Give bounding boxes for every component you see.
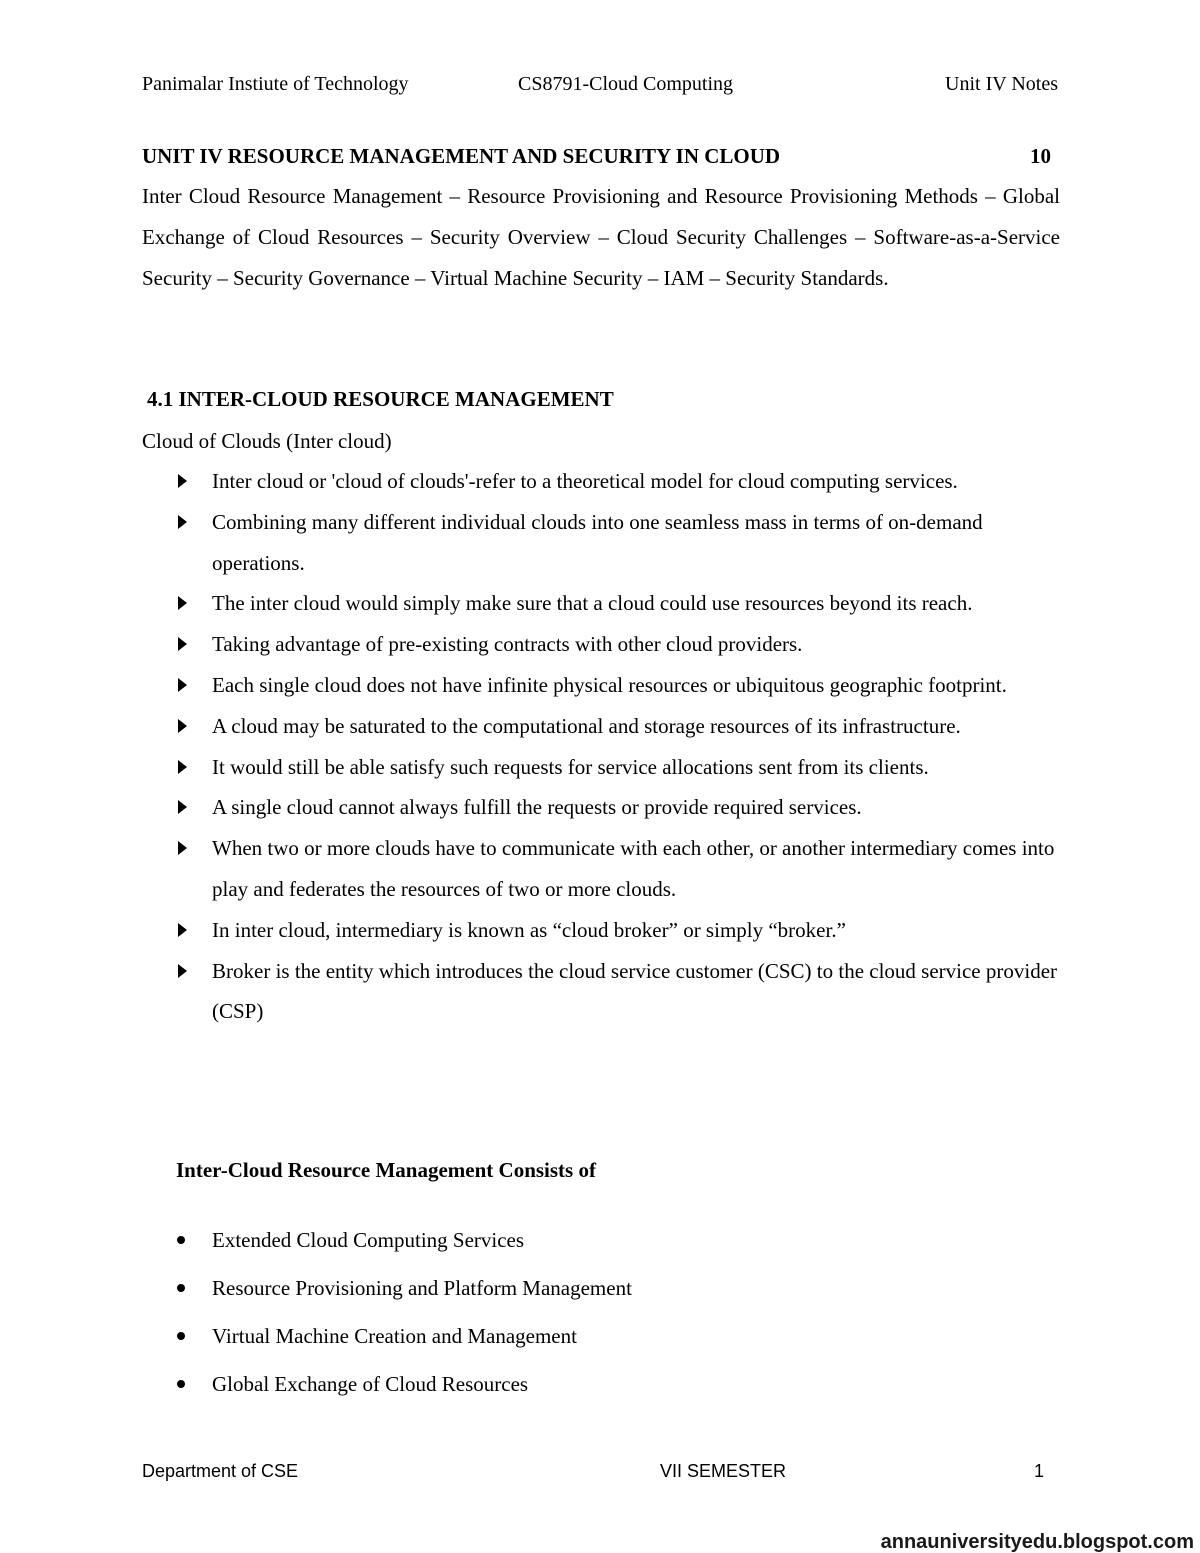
consists-heading: Inter-Cloud Resource Management Consists of <box>176 1158 596 1182</box>
list-item <box>142 461 1072 502</box>
triangle-bullet-icon <box>178 719 187 733</box>
list-item <box>142 787 1072 828</box>
dot-bullet-icon <box>177 1332 185 1340</box>
list-item-text: Combining many different individual clouds into one seamless mass in terms of on-demand operations. <box>212 509 983 575</box>
unit-syllabus: Inter Cloud Resource Management – Resource Provisioning and Resource Provisioning Methods – Global Exchange of Cloud Resources – Security Overview – Cloud Security Challenges – Software-as-a-Service Security – Security Governance – Virtual Machine Security – IAM – Security Standards. <box>142 184 1060 290</box>
list-item <box>142 1268 632 1316</box>
list-item-text: Resource Provisioning and Platform Management <box>212 1276 632 1300</box>
list-item <box>142 665 1072 706</box>
dot-bullet-icon <box>177 1284 185 1292</box>
section-heading: 4.1 INTER-CLOUD RESOURCE MANAGEMENT <box>147 387 614 411</box>
list-item-text: A single cloud cannot always fulfill the requests or provide required services. <box>212 795 862 820</box>
triangle-bullet-icon <box>178 515 187 529</box>
list-item <box>142 624 1072 665</box>
triangle-bullet-icon <box>178 637 187 651</box>
header-notes: Unit IV Notes <box>945 73 1058 95</box>
list-item-text: Broker is the entity which introduces the cloud service customer (CSC) to the cloud service provider (CSP) <box>212 958 1058 1024</box>
footer-semester: VII SEMESTER <box>660 1461 787 1481</box>
dot-bullet-list <box>142 1220 632 1412</box>
footer-page-number: 1 <box>1034 1461 1045 1481</box>
list-item-text: In inter cloud, intermediary is known as “cloud broker” or simply “broker.” <box>212 917 846 942</box>
arrow-bullet-list <box>142 461 1072 1032</box>
triangle-bullet-icon <box>178 596 187 610</box>
list-item <box>142 910 1072 951</box>
list-item-text: The inter cloud would simply make sure that a cloud could use resources beyond its reach. <box>212 591 973 616</box>
section-subheading: Cloud of Clouds (Inter cloud) <box>142 429 392 453</box>
header-course: CS8791-Cloud Computing <box>518 73 734 95</box>
list-item <box>142 583 1072 624</box>
list-item-text: It would still be able satisfy such requests for service allocations sent from its clients. <box>212 754 929 779</box>
watermark: annauniversityedu.blogspot.com <box>880 1531 1194 1553</box>
list-item-text: A cloud may be saturated to the computational and storage resources of its infrastructure. <box>212 713 961 738</box>
list-item <box>142 828 1072 910</box>
list-item-text: Virtual Machine Creation and Management <box>212 1324 577 1348</box>
footer-department: Department of CSE <box>142 1461 299 1481</box>
list-item <box>142 502 1072 584</box>
triangle-bullet-icon <box>178 760 187 774</box>
list-item-text: Taking advantage of pre-existing contracts with other cloud providers. <box>212 632 803 657</box>
triangle-bullet-icon <box>178 841 187 855</box>
list-item-text: Each single cloud does not have infinite physical resources or ubiquitous geographic footprint. <box>212 672 1007 697</box>
list-item-text: Inter cloud or 'cloud of clouds'-refer to a theoretical model for cloud computing services. <box>212 469 958 493</box>
triangle-bullet-icon <box>178 474 187 488</box>
list-item-text: Global Exchange of Cloud Resources <box>212 1372 529 1396</box>
triangle-bullet-icon <box>178 923 187 937</box>
list-item <box>142 951 1072 1033</box>
header-institute: Panimalar Instiute of Technology <box>142 73 409 95</box>
triangle-bullet-icon <box>178 678 187 692</box>
triangle-bullet-icon <box>178 800 187 814</box>
triangle-bullet-icon <box>178 964 187 978</box>
list-item-text: When two or more clouds have to communicate with each other, or another intermediary comes into play and federates the resources of two or more clouds. <box>212 836 1055 901</box>
unit-hours: 10 <box>1030 144 1051 168</box>
dot-bullet-icon <box>177 1380 185 1388</box>
list-item <box>142 747 1072 788</box>
list-item <box>142 706 1072 747</box>
list-item <box>142 1364 632 1412</box>
list-item <box>142 1220 632 1268</box>
list-item-text: Extended Cloud Computing Services <box>212 1228 525 1252</box>
dot-bullet-icon <box>177 1236 185 1244</box>
unit-title: UNIT IV RESOURCE MANAGEMENT AND SECURITY IN CLOUD <box>142 144 781 168</box>
list-item <box>142 1316 632 1364</box>
